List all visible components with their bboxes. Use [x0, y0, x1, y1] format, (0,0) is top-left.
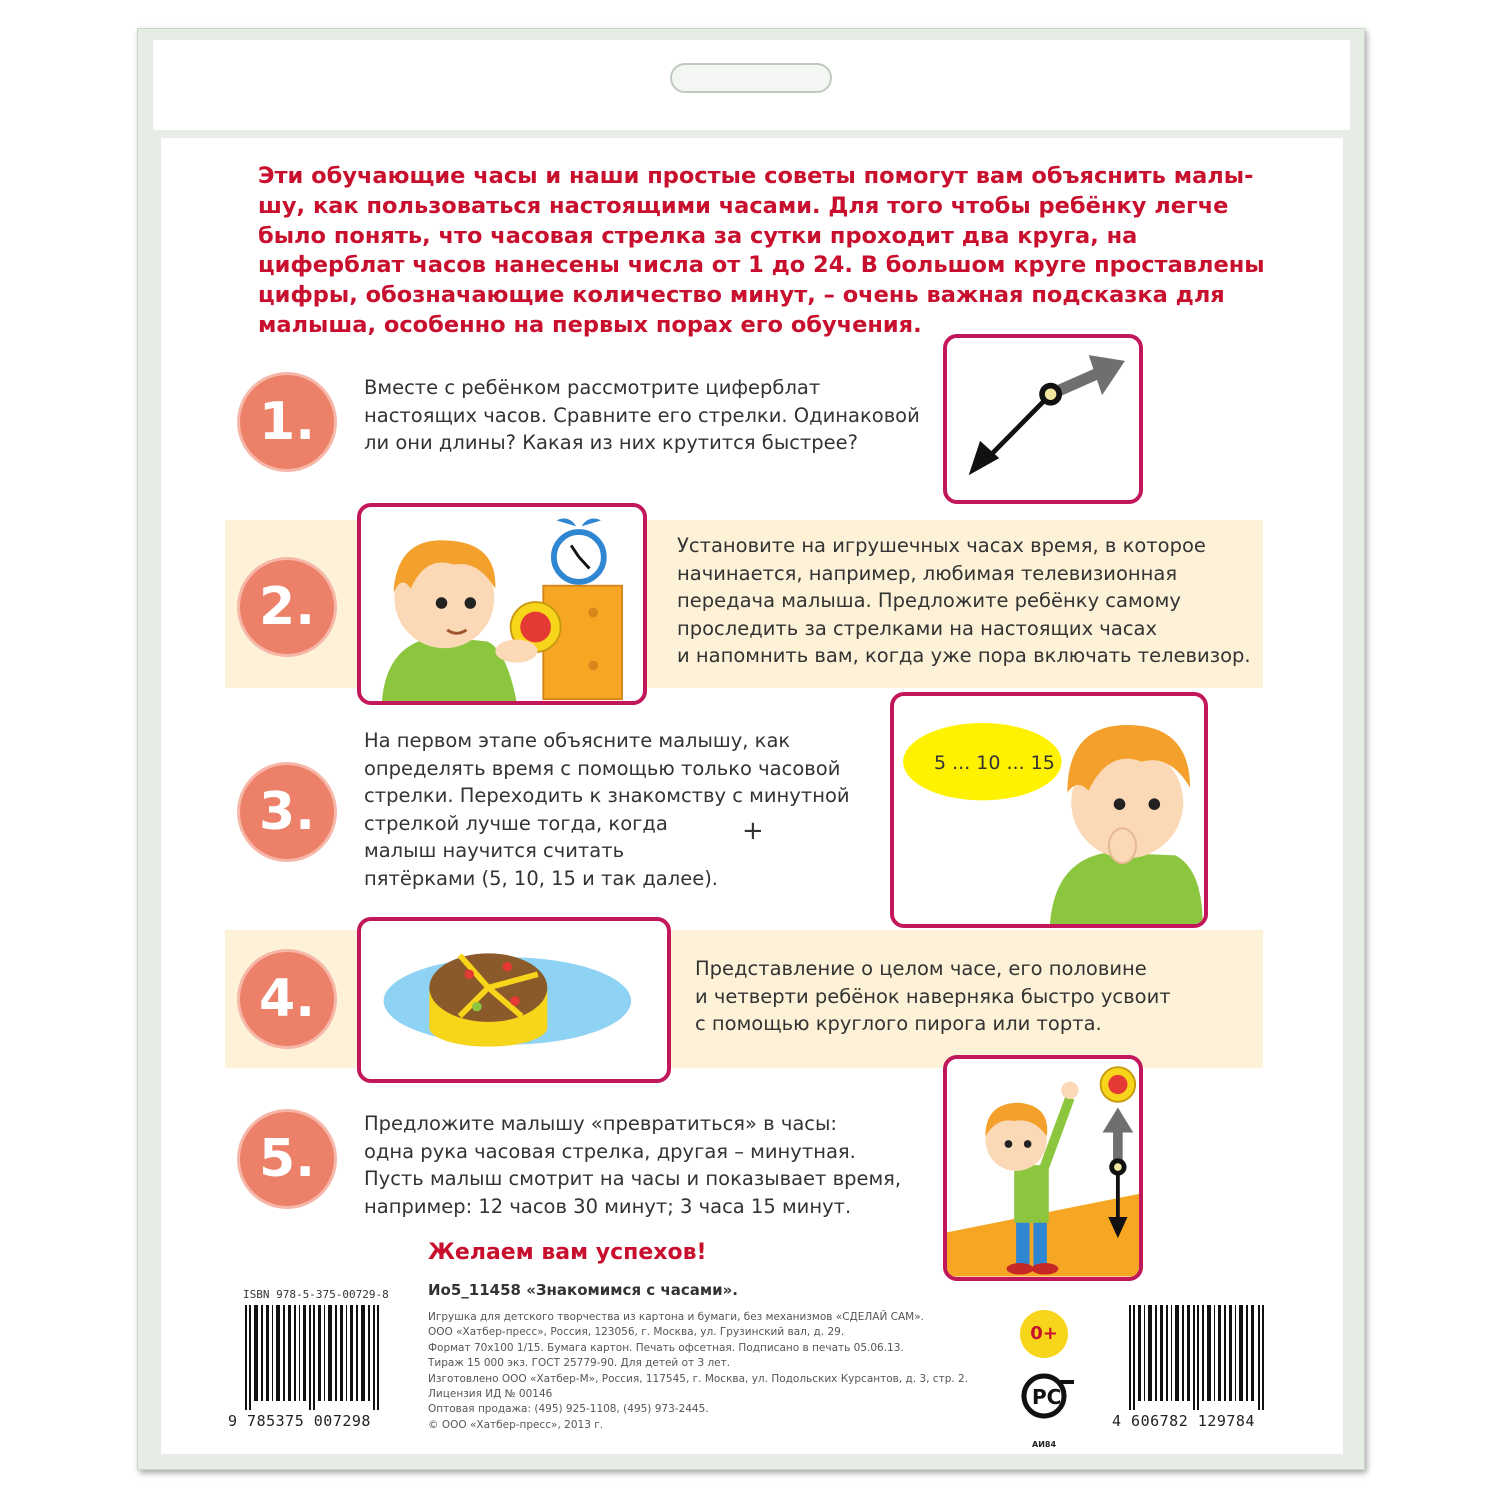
step-5-text: Предложите малышу «превратиться» в часы: одна рука часовая стрелка, другая – минутная. Пусть малыш смотрит на часы и показывает время, например: 12 часов 30 минут; 3 часа 15 минут. [364, 1112, 902, 1218]
step-2-number: 2. [240, 560, 334, 654]
step-3-number: 3. [240, 765, 334, 859]
wish-text: Желаем вам успехов! [428, 1240, 707, 1265]
certification-mark-icon [1018, 1368, 1076, 1430]
counting-bubble-text: 5 ... 10 ... 15 [934, 752, 1055, 774]
certification-code: АИ84 [1032, 1440, 1057, 1449]
clock-hands-picture [943, 334, 1143, 504]
step-2-text: Установите на игрушечных часах время, в которое начинается, например, любимая телевизионная передача малыша. Предложите ребёнку самому проследить за стрелками на настоящих часах и напомнить вам, когда уже пора включать телевизор. [677, 534, 1251, 668]
step-4-number: 4. [240, 952, 334, 1046]
barcode-right [1125, 1305, 1273, 1410]
crosshair-mark: + [742, 816, 764, 846]
boy-with-clock-icon [361, 507, 643, 701]
boy-counting-picture [890, 692, 1208, 928]
barcode-left [235, 1305, 390, 1410]
step-4-text: Представление о целом часе, его половине и четверти ребёнок наверняка быстро усвоит с помощью круглого пирога или торта. [695, 957, 1171, 1036]
step-1-number: 1. [240, 375, 334, 469]
age-rating-badge: 0+ [1020, 1310, 1068, 1358]
svg-text:РС: РС [1032, 1385, 1062, 1409]
boy-counting-icon [894, 696, 1204, 924]
barcode-left-number: 9 785375 007298 [228, 1412, 371, 1430]
step-3-text: На первом этапе объясните малышу, как определять время с помощью только часовой стрелки. Переходить к знакомству с минутной стрелкой лучше тогда, когда малыш научится считать пятёрками (5, 10, 15 и так далее). [364, 729, 850, 890]
cake-icon [361, 921, 667, 1079]
step-5-number: 5. [240, 1112, 334, 1206]
intro-text: Эти обучающие часы и наши простые советы помогут вам объяснить малы-шу, как пользоваться настоящими часами. Для того чтобы ребёнку легче было понять, что часовая стрелка за сутки проходит два круга, на циферблат часов нанесены числа от 1 до 24. В большом круге проставлены цифры, обозначающие количество минут, – очень важная подсказка для малыша, особенно на первых порах его обучения. [258, 163, 1265, 338]
boy-as-clock-picture [943, 1055, 1143, 1281]
isbn-number: ISBN 978-5-375-00729-8 [243, 1288, 389, 1301]
boy-with-clock-picture [357, 503, 647, 705]
boy-as-clock-icon [947, 1059, 1139, 1277]
imprint-text: Игрушка для детского творчества из картона и бумаги, без механизмов «СДЕЛАЙ САМ». ООО «Хатбер-пресс», Россия, 123056, г. Москва, ул. Грузинский вал, д. 29. Формат 70x100 1/15. Бумага картон. Печать офсетная. Подписано в печать 05.06.13. Тираж 15 000 экз. ГОСТ 25779-90. Для детей от 3 лет. Изготовлено ООО «Хатбер-М», Россия, 117545, г. Москва, ул. Подольских Курсантов, д. 3, стр. 2. Лицензия ИД № 00146 Оптовая продажа: (495) 925-1108, (495) 973-2445. © ООО «Хатбер-пресс», 2013 г. [428, 1311, 969, 1431]
step-1-text: Вместе с ребёнком рассмотрите циферблат настоящих часов. Сравните его стрелки. Одинаковой ли они длины? Какая из них крутится быстрее? [364, 376, 920, 455]
cake-picture [357, 917, 671, 1083]
product-code: Ио5_11458 «Знакомимся с часами». [428, 1281, 739, 1299]
barcode-right-number: 4 606782 129784 [1112, 1412, 1255, 1430]
clock-hands-icon [947, 338, 1139, 500]
hang-hole [670, 63, 832, 93]
